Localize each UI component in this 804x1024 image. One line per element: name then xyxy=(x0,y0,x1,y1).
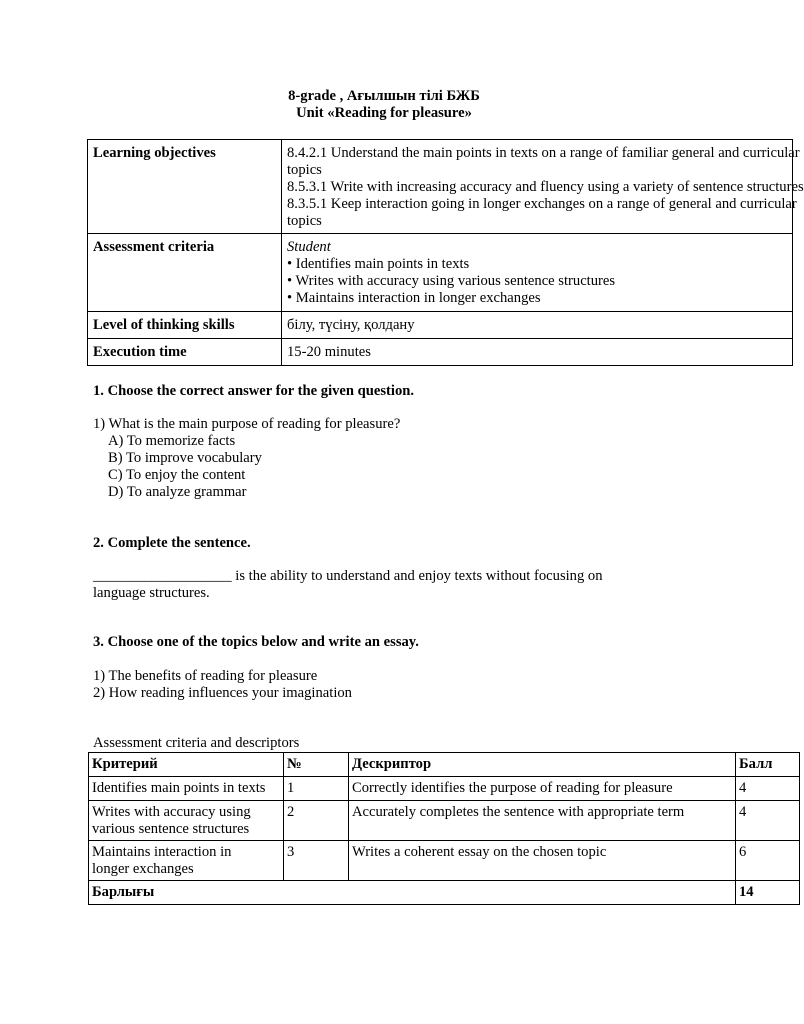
table-row xyxy=(89,841,800,881)
objective-line: 8.5.3.1 Write with increasing accuracy and fluency using a variety of sentence structures xyxy=(287,179,804,195)
table-row xyxy=(88,312,793,339)
criteria-line: Student xyxy=(287,239,331,255)
task2-heading: 2. Complete the sentence. xyxy=(93,535,251,551)
answer-option: B) To improve vocabulary xyxy=(108,450,262,466)
criterion-line: Maintains interaction in xyxy=(92,844,232,860)
objective-line: topics xyxy=(287,162,322,178)
unit-title: Unit «Reading for pleasure» xyxy=(296,105,472,121)
score-cell: 4 xyxy=(736,777,800,801)
row-label: Level of thinking skills xyxy=(88,312,282,339)
info-table xyxy=(87,139,804,366)
table-row xyxy=(88,140,793,234)
table-row xyxy=(88,339,793,366)
criterion-cell xyxy=(89,801,284,841)
task3-heading: 3. Choose one of the topics below and write an essay. xyxy=(93,634,419,650)
objective-line: 8.3.5.1 Keep interaction going in longer exchanges on a range of general and curricular xyxy=(287,196,797,212)
answer-option: A) To memorize facts xyxy=(108,433,236,449)
answer-option: C) To enjoy the content xyxy=(108,467,246,483)
row-label: Execution time xyxy=(88,339,282,366)
total-row xyxy=(89,881,800,905)
table-row xyxy=(88,234,793,312)
criteria-line: • Identifies main points in texts xyxy=(287,256,470,272)
column-header: Дескриптор xyxy=(349,753,736,777)
criterion-line: longer exchanges xyxy=(92,861,194,877)
task2-sentence-line1: ___________________ is the ability to understand and enjoy texts without focusing on xyxy=(93,568,603,584)
descriptor-cell: Accurately completes the sentence with appropriate term xyxy=(349,801,736,841)
objective-line: topics xyxy=(287,213,322,229)
criterion-line: Writes with accuracy using xyxy=(92,804,251,820)
learning-objectives-cell xyxy=(282,140,804,234)
table-row xyxy=(89,777,800,801)
row-label: Learning objectives xyxy=(88,140,282,234)
criteria-caption: Assessment criteria and descriptors xyxy=(93,735,300,751)
row-label: Assessment criteria xyxy=(88,234,282,312)
score-cell: 6 xyxy=(736,841,800,881)
total-label: Барлығы xyxy=(89,881,736,905)
objective-line: 8.4.2.1 Understand the main points in texts on a range of familiar general and curricular xyxy=(287,145,800,161)
task1-question: 1) What is the main purpose of reading for pleasure? xyxy=(93,416,401,432)
number-cell: 2 xyxy=(284,801,349,841)
document-title: 8-grade , Ағылшын тілі БЖБ xyxy=(288,88,480,104)
essay-topic: 1) The benefits of reading for pleasure xyxy=(93,668,318,684)
column-header: № xyxy=(284,753,349,777)
task2-sentence-line2: language structures. xyxy=(93,585,210,601)
execution-time-cell: 15-20 minutes xyxy=(282,339,793,366)
essay-topic: 2) How reading influences your imagination xyxy=(93,685,352,701)
score-cell: 4 xyxy=(736,801,800,841)
table-header-row xyxy=(89,753,800,777)
number-cell: 1 xyxy=(284,777,349,801)
thinking-skills-cell: білу, түсіну, қолдану xyxy=(282,312,793,339)
criteria-table xyxy=(88,752,800,905)
criterion-line: various sentence structures xyxy=(92,821,250,837)
descriptor-cell: Correctly identifies the purpose of reading for pleasure xyxy=(349,777,736,801)
criterion-cell xyxy=(89,841,284,881)
total-score: 14 xyxy=(736,881,800,905)
criterion-cell xyxy=(89,777,284,801)
criteria-line: • Maintains interaction in longer exchanges xyxy=(287,290,541,306)
assessment-criteria-cell xyxy=(282,234,793,312)
table-row xyxy=(89,801,800,841)
column-header: Критерий xyxy=(89,753,284,777)
criteria-line: • Writes with accuracy using various sentence structures xyxy=(287,273,616,289)
answer-option: D) To analyze grammar xyxy=(108,484,247,500)
task1-heading: 1. Choose the correct answer for the given question. xyxy=(93,383,415,399)
descriptor-cell: Writes a coherent essay on the chosen topic xyxy=(349,841,736,881)
criterion-line: Identifies main points in texts xyxy=(92,780,266,796)
column-header: Балл xyxy=(736,753,800,777)
number-cell: 3 xyxy=(284,841,349,881)
